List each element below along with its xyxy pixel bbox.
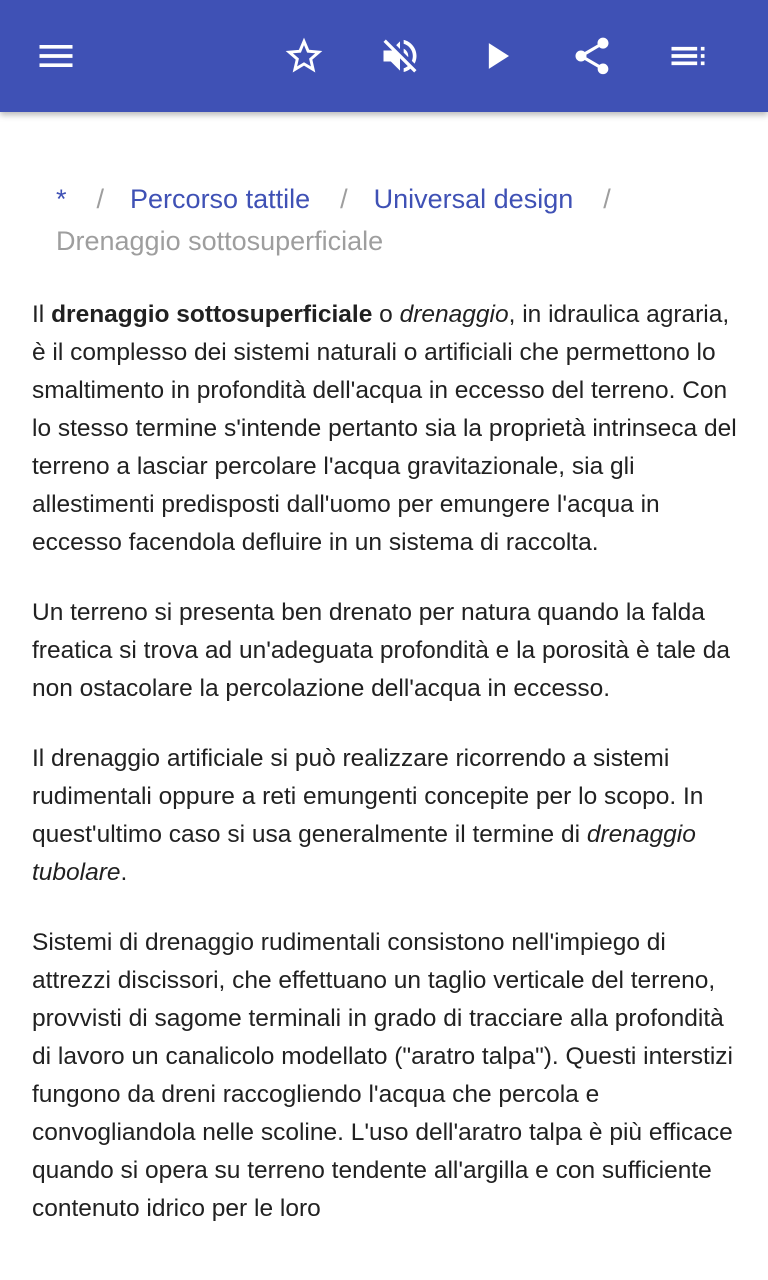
breadcrumb-current-page: Drenaggio sottosuperficiale <box>56 226 384 256</box>
article-paragraph <box>32 296 740 562</box>
breadcrumb-link-percorso-tattile[interactable]: Percorso tattile <box>130 184 311 214</box>
article-paragraph: Sistemi di drenaggio rudimentali consistono nell'impiego di attrezzi discissori, che effettuano un taglio verticale del terreno, provvisti di sagome terminali in grado di tracciare alla profondità di lavoro un canalicolo modellato ("aratro talpa"). Questi interstizi fungono da dreni raccogliendo l'acqua che percola e convogliandola nelle scoline. L'uso dell'aratro talpa è più efficace quando si opera su terreno tendente all'argilla e con sufficiente contenuto idrico per le loro <box>32 929 734 1222</box>
breadcrumb <box>56 178 676 262</box>
play-icon <box>476 34 520 78</box>
top-app-bar <box>0 0 768 112</box>
mute-button[interactable] <box>364 20 436 92</box>
article-term-bold: drenaggio sottosuperficiale <box>51 301 373 328</box>
share-button[interactable] <box>556 20 628 92</box>
play-button[interactable] <box>462 20 534 92</box>
breadcrumb-separator: / <box>96 184 105 214</box>
breadcrumb-home-link[interactable]: * <box>56 184 67 214</box>
article-paragraph: Un terreno si presenta ben drenato per natura quando la falda freatica si trova ad un'adeguata profondità e la porosità è tale da non ostacolare la percolazione dell'acqua in eccesso. <box>32 599 730 702</box>
article-paragraph <box>32 740 740 892</box>
paragraph-text: , in idraulica agraria, è il complesso dei sistemi naturali o artificiali che permettono lo smaltimento in profondità dell'acqua in eccesso del terreno. Con lo stesso termine s'intende pertanto sia la proprietà intrinseca del terreno a lasciar percolare l'acqua gravitazionale, sia gli allestimenti predisposti dall'uomo per emungere l'acqua in eccesso facendola defluire in un sistema di raccolta. <box>32 301 737 556</box>
article-term-italic: drenaggio tubolare <box>32 821 696 886</box>
paragraph-text: . <box>120 859 128 886</box>
volume-off-icon <box>378 34 422 78</box>
table-of-contents-button[interactable] <box>652 20 724 92</box>
favorite-button[interactable] <box>268 20 340 92</box>
toc-icon <box>666 34 710 78</box>
article-content <box>0 112 768 1280</box>
menu-button[interactable] <box>20 20 92 92</box>
breadcrumb-separator: / <box>603 184 611 214</box>
share-icon <box>570 34 614 78</box>
article-body <box>32 296 740 1260</box>
menu-icon <box>34 34 78 78</box>
paragraph-text: Il <box>32 301 52 328</box>
paragraph-text: o <box>372 301 400 328</box>
star-outline-icon <box>282 34 326 78</box>
article-term-italic: drenaggio <box>399 301 509 328</box>
paragraph-text: Il drenaggio artificiale si può realizzare ricorrendo a sistemi rudimentali oppure a reti emungenti concepite per lo scopo. In quest'ultimo caso si usa generalmente il termine di <box>32 745 704 848</box>
breadcrumb-separator: / <box>340 184 348 214</box>
breadcrumb-link-universal-design[interactable]: Universal design <box>373 184 574 214</box>
